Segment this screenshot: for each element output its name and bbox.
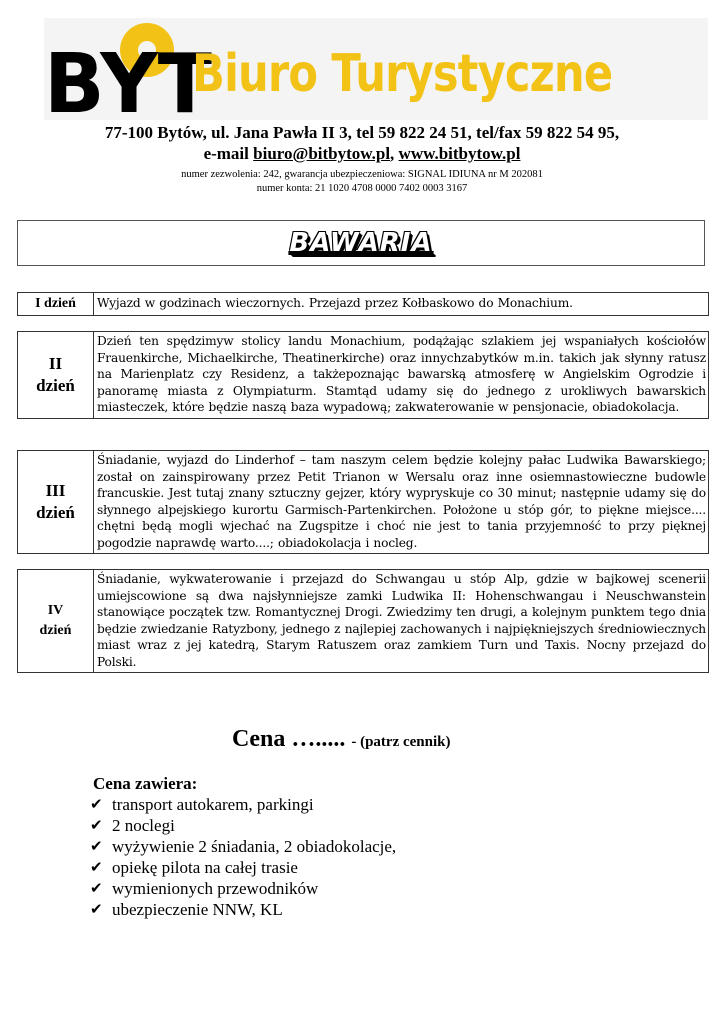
includes-title: Cena zawiera: <box>93 774 198 793</box>
day-4-description: Śniadanie, wykwaterowanie i przejazd do Schwangau u stóp Alp, gdzie w bajkowej scenerii umiejscowione są dwa najsłynniejsze zamki Ludwika II: Hohenschwangau i Neuschwanstein stanowiące początek tzw. Romantycznej Drogi. Zwiedzimy ten drugi, a kolejnym punktem tego dnia będzie zwiedzanie Ratyzbony, jednego z najlepiej zachowanych i najpiękniejszych średniowiecznych miast wraz z jej katedrą, Starym Ratuszem oraz zamkiem Turn und Taxis. Nocny przejazd do Polski. <box>94 570 709 673</box>
price-label: Cena …..... <box>232 726 352 752</box>
list-item <box>90 899 396 920</box>
day-2-description: Dzień ten spędzimyw stolicy landu Monachium, podążając szlakiem jej wspaniałych kościołów Frauenkirche, Michaelkirche, Theatinerkirche) oraz innychzabytków m.in. takich jak słynny ratusz na Marienplatz czy Residenz, a takżepoznając bawarską atmosferę w Angielskim Ogrodzie i panoramę miasta z Olympiaturm. Stamtąd udamy się do jednego z urokliwych bawarskich miasteczek, które będzie naszą baza wypadową; zakwaterowanie w pensjonacie, obiadokolacja. <box>94 332 709 419</box>
day-2-label <box>18 332 94 419</box>
day-1-description: Wyjazd w godzinach wieczornych. Przejazd przez Kołbaskowo do Monachium. <box>94 293 709 316</box>
day-4-number: IV <box>47 603 64 618</box>
list-item-text: 2 noclegi <box>112 816 175 835</box>
list-item <box>90 857 396 878</box>
checkmark-icon: ✔ <box>90 795 103 813</box>
day-2-number: II <box>48 353 63 373</box>
day-1-label: I dzień <box>18 293 94 316</box>
checkmark-icon: ✔ <box>90 900 103 918</box>
list-item-text: wymienionych przewodników <box>112 879 319 898</box>
checkmark-icon: ✔ <box>90 879 103 897</box>
list-item-text: ubezpieczenie NNW, KL <box>112 900 283 919</box>
email-prefix: e-mail <box>203 144 254 163</box>
day-2-table <box>17 331 709 419</box>
account-info: numer konta: 21 1020 4708 0000 7402 0003 3167 <box>256 183 468 194</box>
day-4-word: dzień <box>39 623 72 638</box>
checkmark-icon: ✔ <box>90 837 103 855</box>
day-3-label <box>18 451 94 554</box>
brand-name: Biuro Turystyczne <box>192 44 613 104</box>
title-box <box>17 220 705 266</box>
checkmark-icon: ✔ <box>90 858 103 876</box>
day-3-description: Śniadanie, wyjazd do Linderhof – tam naszym celem będzie kolejny pałac Ludwika Bawarskiego; został on zainspirowany przez Petit Trianon w Wersalu oraz inne osiemnastowieczne budowle francuskie. Jest tutaj znany sztuczny gejzer, który wypryskuje co 30 minut; następnie udamy się do słynnego alpejskiego kurortu Garmisch-Partenkirchen. Położone u stóp gór, to piękne miejsce.... chętni będą mogli wjechać na Zugspitze i choć nie jest to tania przyjemność to przy pięknej pogodzie naprawdę warto....; obiadokolacja i nocleg. <box>94 451 709 554</box>
list-item <box>90 794 396 815</box>
day-3-table <box>17 450 709 554</box>
company-logo <box>44 22 214 118</box>
logo-letters: BYT <box>44 37 213 118</box>
list-item-text: wyżywienie 2 śniadania, 2 obiadokolacje, <box>112 837 397 856</box>
list-item-text: transport autokarem, parkingi <box>112 795 314 814</box>
contact-separator: , <box>390 144 399 163</box>
day-1-table <box>17 292 709 316</box>
permit-info: numer zezwolenia: 242, gwarancja ubezpieczeniowa: SIGNAL IDIUNA nr M 202081 <box>181 169 543 180</box>
contact-line <box>0 144 724 164</box>
day-4-table <box>17 569 709 673</box>
website-link[interactable]: www.bitbytow.pl <box>398 144 521 163</box>
list-item <box>90 836 396 857</box>
list-item <box>90 878 396 899</box>
day-3-word: dzień <box>36 503 75 522</box>
day-4-label <box>18 570 94 673</box>
list-item <box>90 815 396 836</box>
list-item-text: opiekę pilota na całej trasie <box>112 858 298 877</box>
day-2-word: dzień <box>36 375 75 395</box>
tour-title: BAWARIA <box>289 228 433 258</box>
address-line: 77-100 Bytów, ul. Jana Pawła II 3, tel 59 822 24 51, tel/fax 59 822 54 95, <box>104 123 620 142</box>
day-3-number: III <box>45 481 66 500</box>
email-link[interactable]: biuro@bitbytow.pl <box>253 144 391 163</box>
price-note: - (patrz cennik) <box>351 734 451 750</box>
checkmark-icon: ✔ <box>90 816 103 834</box>
includes-list <box>90 794 396 920</box>
price-line <box>232 726 451 753</box>
